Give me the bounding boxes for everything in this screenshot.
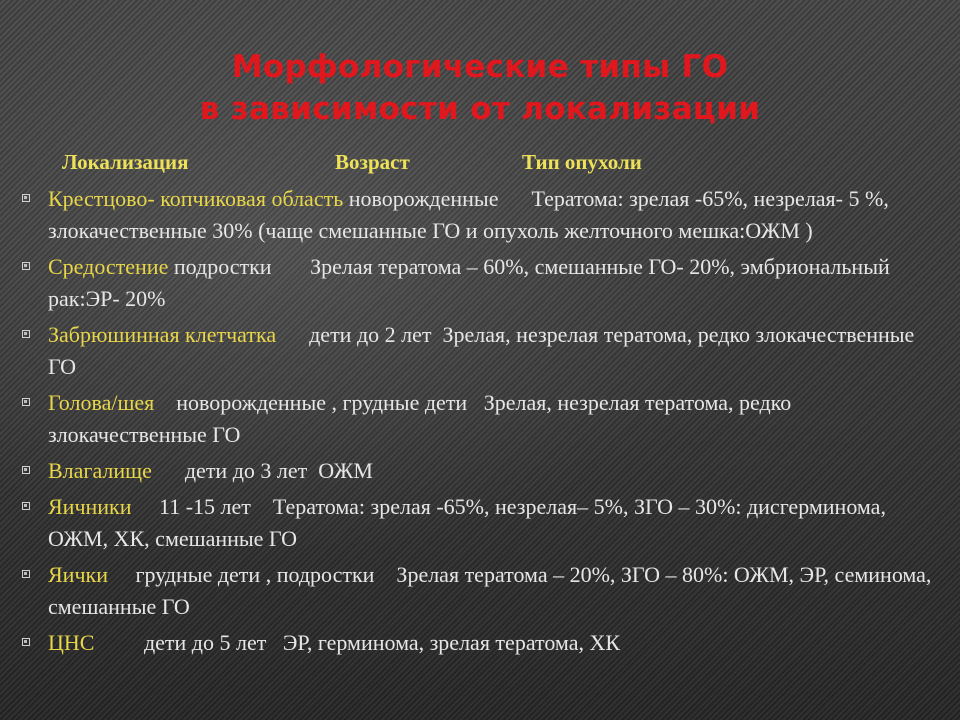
item-age: 11 -15 лет xyxy=(159,494,251,519)
header-age: Возраст xyxy=(335,150,410,174)
list-item xyxy=(22,387,947,451)
slide-title xyxy=(0,46,960,130)
item-age: дети до 5 лет xyxy=(143,630,267,655)
item-description: ОЖМ xyxy=(318,458,373,483)
header-tumor-type: Тип опухоли xyxy=(522,150,642,174)
item-location: Крестцово- копчиковая область xyxy=(48,186,344,211)
bullet-icon xyxy=(22,330,30,338)
column-headers xyxy=(0,150,960,180)
item-age: дети до 3 лет xyxy=(184,458,308,483)
item-location: Забрюшинная клетчатка xyxy=(48,322,277,347)
list-item xyxy=(22,491,947,555)
header-localization: Локализация xyxy=(62,150,189,174)
bullet-icon xyxy=(22,398,30,406)
list-item xyxy=(22,319,947,383)
item-location: Яичники xyxy=(48,494,132,519)
item-location: Средостение xyxy=(48,254,169,279)
item-description: Тератома: зрелая -65%, незрелая– 5%, ЗГО – 30%: дисгерминома, ОЖМ, ХК, смешанные ГО xyxy=(48,494,886,551)
item-location: Яички xyxy=(48,562,108,587)
item-age: новорожденные xyxy=(348,186,499,211)
item-age: новорожденные , грудные дети xyxy=(176,390,468,415)
bullet-icon xyxy=(22,194,30,202)
item-description: Зрелая, незрелая тератома, редко злокачественные ГО xyxy=(48,322,915,379)
title-line-1: Морфологические типы ГО xyxy=(231,49,729,85)
item-location: ЦНС xyxy=(48,630,95,655)
item-description: Зрелая тератома – 20%, ЗГО – 80%: ОЖМ, ЭР, семинома, смешанные ГО xyxy=(48,562,932,619)
item-description: Тератома: зрелая -65%, незрелая- 5 %, злокачественные 30% (чаще смешанные ГО и опухоль желточного мешка:ОЖМ ) xyxy=(48,186,889,243)
item-description: Зрелая, незрелая тератома, редко злокачественные ГО xyxy=(48,390,792,447)
item-description: ЭР, герминома, зрелая тератома, ХК xyxy=(282,630,621,655)
list-item xyxy=(22,559,947,623)
item-location: Влагалище xyxy=(48,458,152,483)
title-line-2: в зависимости от локализации xyxy=(199,91,761,127)
bullet-icon xyxy=(22,638,30,646)
item-age: подростки xyxy=(173,254,272,279)
bullet-icon xyxy=(22,466,30,474)
list-item xyxy=(22,627,947,659)
localization-list xyxy=(22,183,947,663)
bullet-icon xyxy=(22,570,30,578)
item-description: Зрелая тератома – 60%, смешанные ГО- 20%, эмбриональный рак:ЭР- 20% xyxy=(48,254,890,311)
list-item xyxy=(22,251,947,315)
item-age: дети до 2 лет xyxy=(309,322,432,347)
bullet-icon xyxy=(22,502,30,510)
bullet-icon xyxy=(22,262,30,270)
item-age: грудные дети , подростки xyxy=(135,562,375,587)
list-item xyxy=(22,455,947,487)
item-location: Голова/шея xyxy=(48,390,155,415)
list-item xyxy=(22,183,947,247)
